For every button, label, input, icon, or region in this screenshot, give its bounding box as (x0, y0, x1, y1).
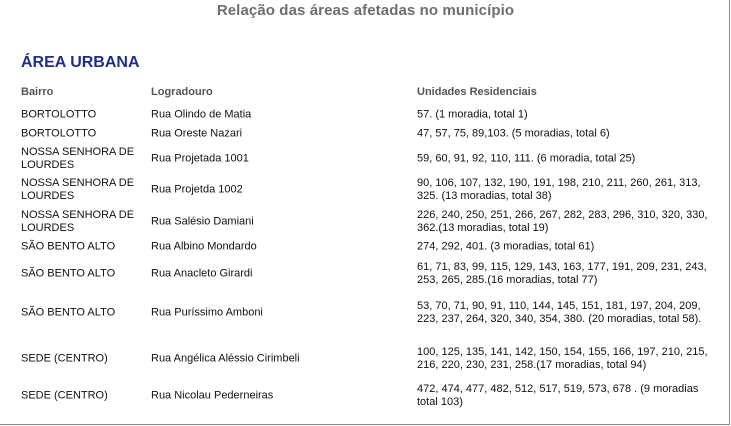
cell-bairro: SÃO BENTO ALTO (21, 240, 116, 253)
cell-bairro: BORTOLOTTO (21, 127, 97, 139)
table-row (0, 176, 731, 204)
table-row (0, 382, 731, 410)
table-row (0, 238, 731, 256)
header-bairro: Bairro (21, 86, 54, 98)
cell-bairro: NOSSA SENHORA DE LOURDES (21, 209, 135, 234)
table-row (0, 208, 731, 236)
table-header (0, 86, 731, 102)
cell-logradouro: Rua Projetada 1001 (151, 152, 249, 165)
cell-bairro: NOSSA SENHORA DE LOURDES (21, 146, 135, 171)
cell-unidades: 274, 292, 401. (3 moradias, total 61) (417, 240, 595, 253)
cell-unidades: 90, 106, 107, 132, 190, 191, 198, 210, 211, 260, 261, 313, 325. (13 moradias, total 38) (417, 177, 701, 202)
header-unidades: Unidades Residenciais (417, 86, 537, 98)
cell-bairro: SEDE (CENTRO) (21, 352, 108, 365)
table-row (0, 259, 731, 289)
table-row (0, 124, 731, 143)
cell-unidades: 47, 57, 75, 89,103. (5 moradias, total 6) (417, 127, 610, 139)
cell-unidades: 472, 474, 477, 482, 512, 517, 519, 573, 678 . (9 moradias total 103) (417, 383, 699, 408)
cell-unidades: 59, 60, 91, 92, 110, 111. (6 moradia, total 25) (417, 152, 636, 165)
cell-logradouro: Rua Angélica Aléssio Cirimbeli (151, 352, 300, 365)
page-title: Relação das áreas afetadas no município (216, 2, 515, 19)
cell-logradouro: Rua Projetda 1002 (151, 183, 243, 196)
cell-bairro: BORTOLOTTO (21, 108, 97, 121)
cell-unidades: 61, 71, 83, 99, 115, 129, 143, 163, 177, 191, 209, 231, 243, 253, 265, 285.(16 moradias, total 77) (417, 261, 707, 286)
cell-logradouro: Rua Puríssimo Amboni (151, 306, 263, 319)
cell-unidades: 226, 240, 250, 251, 266, 267, 282, 283, 296, 310, 320, 330, 362.(13 moradias, total 19) (417, 209, 708, 234)
cell-logradouro: Rua Salésio Damiani (151, 215, 254, 228)
cell-logradouro: Rua Nicolau Pederneiras (151, 389, 274, 402)
cell-unidades: 57. (1 moradia, total 1) (417, 108, 528, 121)
cell-bairro: SÃO BENTO ALTO (21, 306, 116, 319)
table-row (0, 292, 731, 334)
cell-bairro: SEDE (CENTRO) (21, 389, 108, 402)
table-row (0, 145, 731, 173)
cell-logradouro: Rua Oreste Nazari (151, 127, 243, 139)
section-title: ÁREA URBANA (21, 54, 140, 71)
cell-bairro: NOSSA SENHORA DE LOURDES (21, 177, 135, 202)
table-row (0, 106, 731, 124)
cell-unidades: 100, 125, 135, 141, 142, 150, 154, 155, 166, 197, 210, 215, 216, 220, 230, 231, 258.(17 moradias, total 94) (417, 346, 708, 371)
table-row (0, 338, 731, 380)
cell-logradouro: Rua Albino Mondardo (151, 240, 257, 253)
cell-bairro: SÃO BENTO ALTO (21, 267, 116, 280)
cell-logradouro: Rua Olindo de Matia (151, 108, 252, 121)
cell-unidades: 53, 70, 71, 90, 91, 110, 144, 145, 151, 181, 197, 204, 209, 223, 237, 264, 320, 340, 354, 380. (20 moradias, total 58). (417, 300, 702, 325)
cell-logradouro: Rua Anacleto Girardi (151, 267, 253, 280)
header-logradouro: Logradouro (151, 86, 213, 98)
